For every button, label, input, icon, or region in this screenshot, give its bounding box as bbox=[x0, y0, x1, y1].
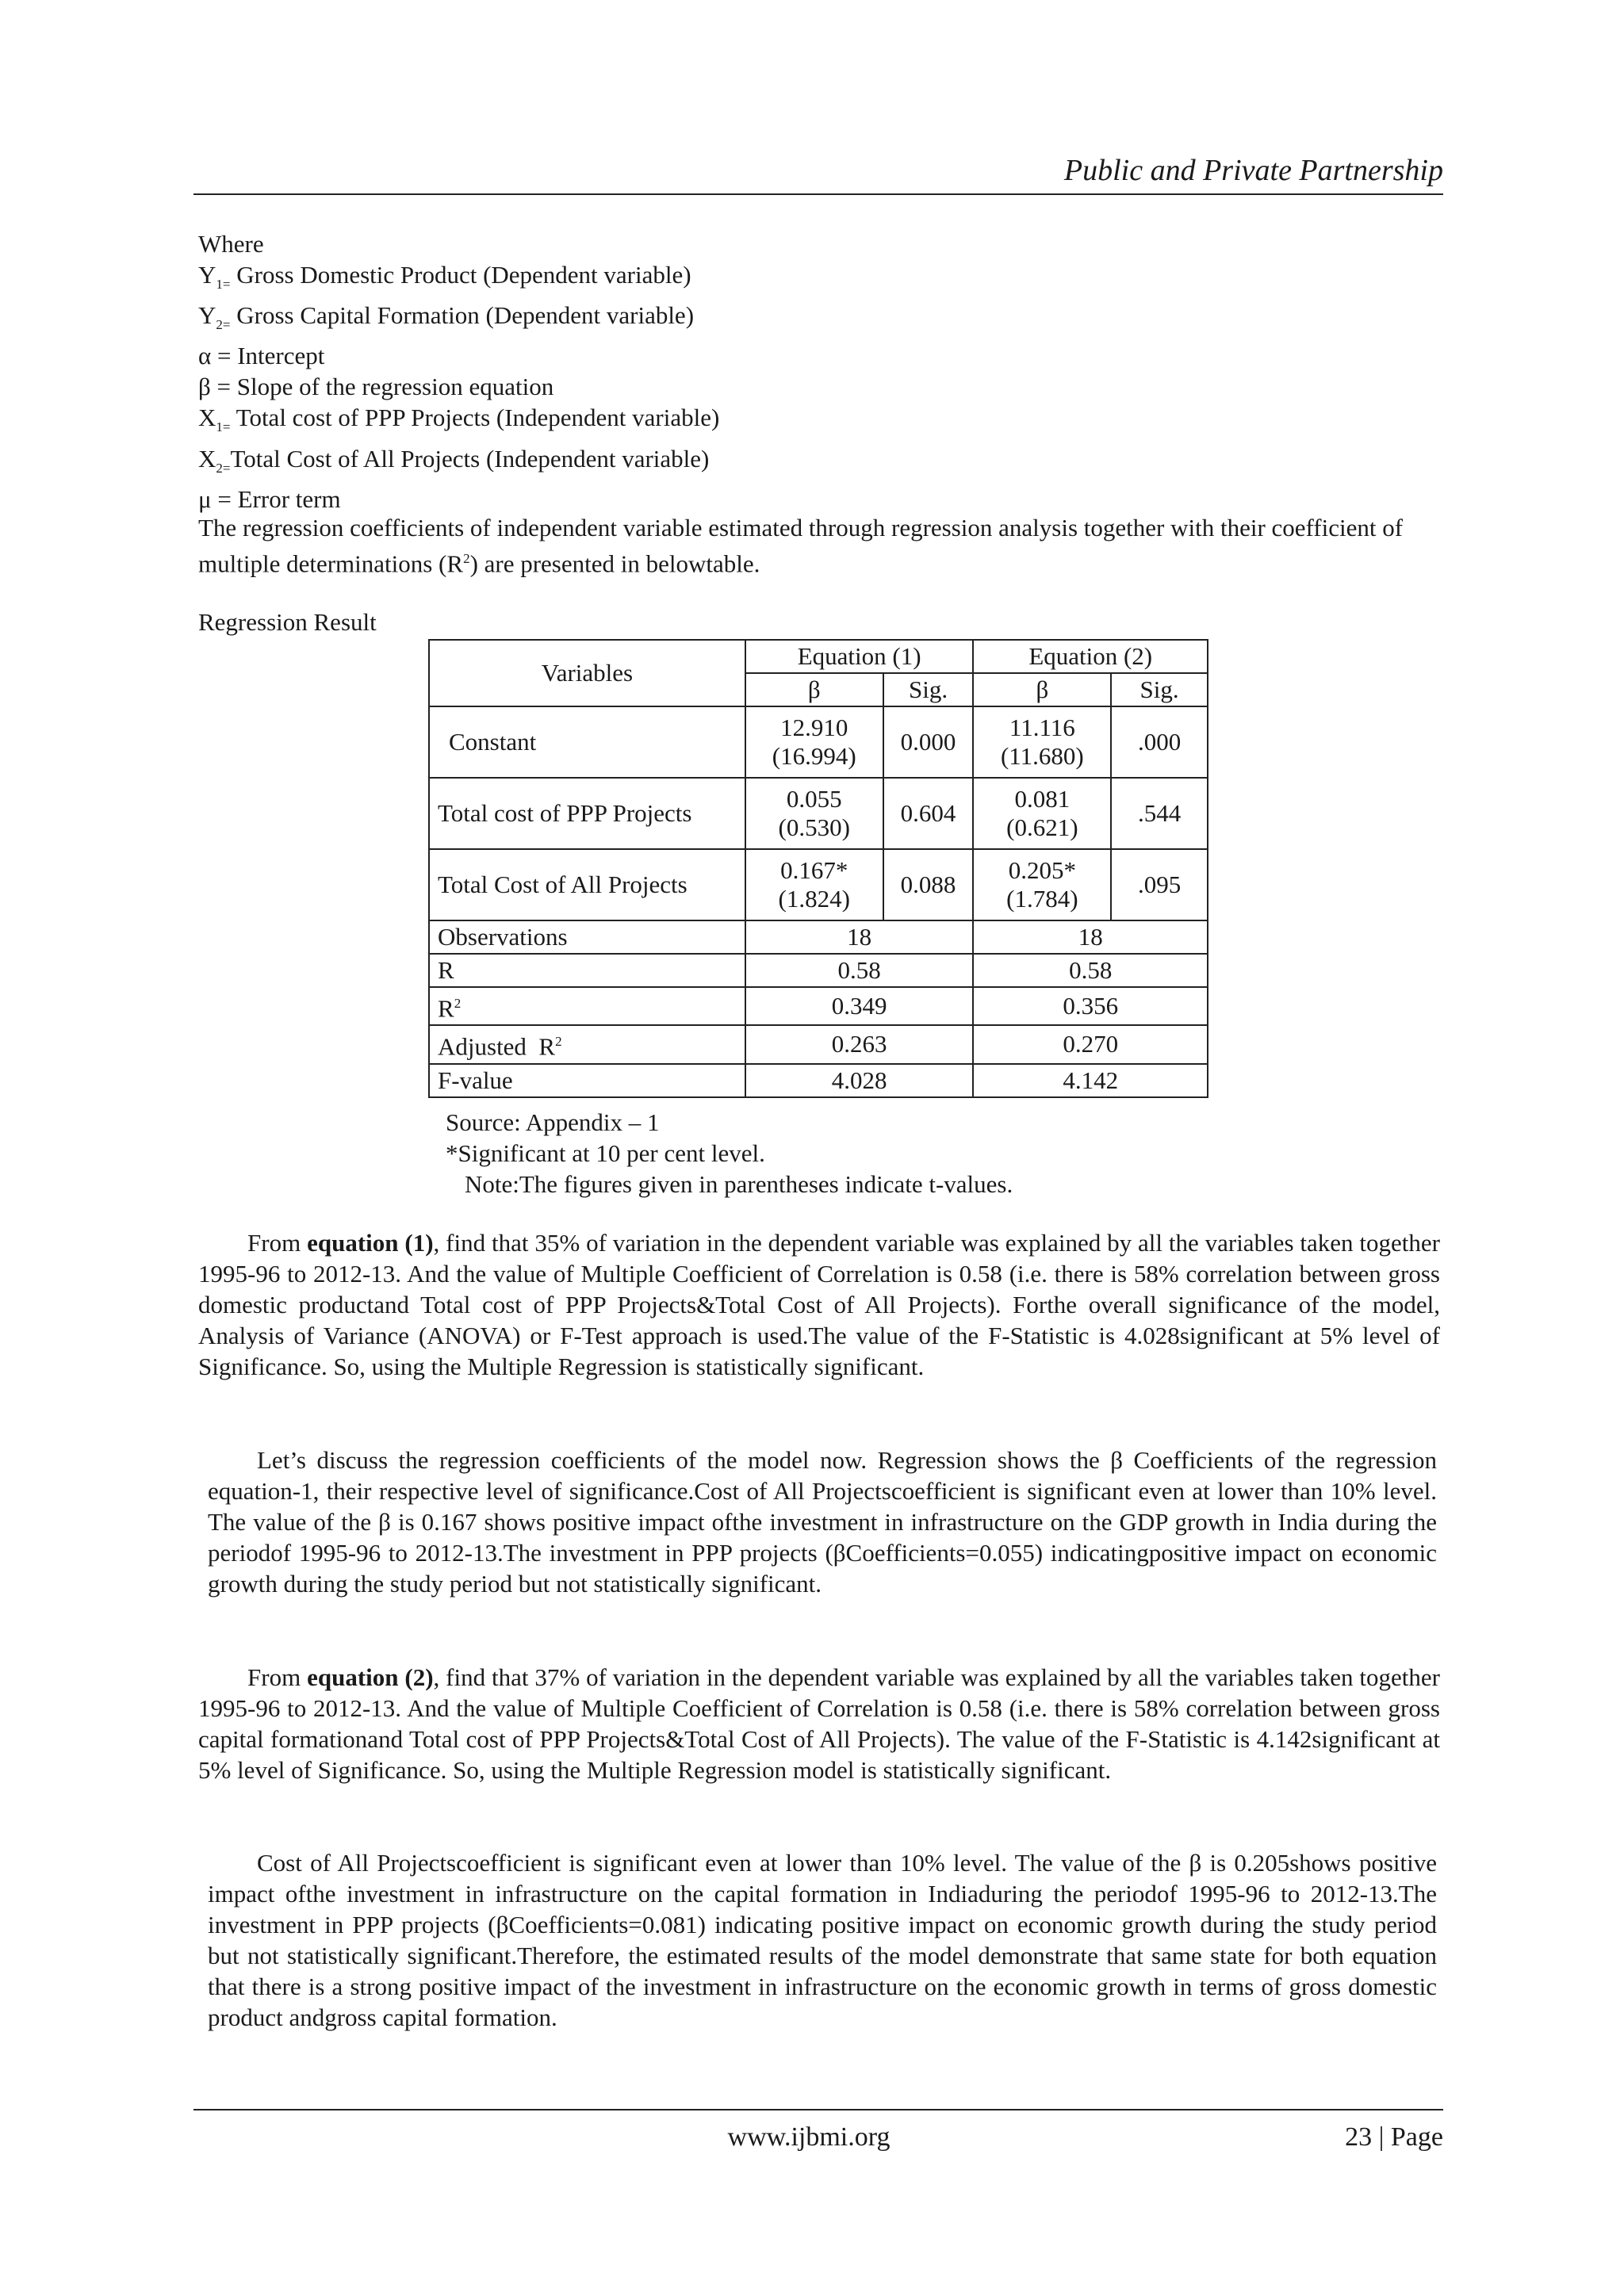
definition-mu: μ = Error term bbox=[198, 484, 341, 513]
cell-eq1-beta: 12.910 (16.994) bbox=[745, 706, 883, 778]
definition-x1: $X_{1=}$ Total cost of PPP Projects (Independent variable) bbox=[198, 404, 720, 435]
cell-eq2-beta: 11.116 (11.680) bbox=[973, 706, 1111, 778]
stat-label-r2: $R^2$ bbox=[429, 987, 745, 1025]
table-row bbox=[429, 920, 1208, 954]
cell-eq1-sig: 0.088 bbox=[883, 849, 974, 920]
stat-eq1-observations: 18 bbox=[745, 920, 974, 954]
paragraph-conclusion: Cost of All Projectscoefficient is significant even at lower than 10% level. The value of the β is 0.205shows positive impact ofthe investment in infrastructure on the capital formation in Indiaduring the periodof 1995-96 to 2012-13.The investment in PPP projects (βCoefficients=0.081) indicating positive impact on economic growth during the study period but not statistically significant.Therefore, the estimated results of the model demonstrate that same state for both equation that there is a strong positive impact of the investment in infrastructure on the economic growth in terms of gross domestic product andgross capital formation. bbox=[208, 1849, 1437, 2031]
table-notes bbox=[446, 1107, 1013, 1200]
header-sig-1: Sig. bbox=[883, 673, 974, 706]
stat-label-adjusted-r2: Adjusted $R^2$ bbox=[429, 1025, 745, 1063]
header-variables: Variables bbox=[429, 640, 745, 706]
source-note: Source: Appendix – 1 bbox=[446, 1108, 660, 1136]
header-rule bbox=[193, 193, 1443, 195]
stat-eq1-r: 0.58 bbox=[745, 954, 974, 987]
stat-eq2-adjusted-r2: 0.270 bbox=[973, 1025, 1208, 1063]
row-label-constant: Constant bbox=[429, 706, 745, 778]
table-header-row bbox=[429, 640, 1208, 673]
stat-label-observations: Observations bbox=[429, 920, 745, 954]
regression-table bbox=[428, 639, 1208, 1098]
definition-y2: $Y_{2=}$ Gross Capital Formation (Dependent variable) bbox=[198, 301, 695, 333]
row-label-ppp: Total cost of PPP Projects bbox=[429, 778, 745, 849]
stat-eq2-r: 0.58 bbox=[973, 954, 1208, 987]
stat-label-f-value: F-value bbox=[429, 1064, 745, 1097]
paragraph-equation-1: From equation (1), find that 35% of variation in the dependent variable was explained by all the variables taken together 1995-96 to 2012-13. And the value of Multiple Coefficient of Correlation is 0.58 (i.e. there is 58% correlation between gross domestic productand Total cost of PPP Projects&Total Cost of All Projects). Forthe overall significance of the model, Analysis of Variance (ANOVA) or F-Test approach is used.The value of the F-Statistic is 4.028significant at 5% level of Significance. So, using the Multiple Regression is statistically significant. bbox=[198, 1229, 1440, 1380]
cell-eq1-sig: 0.604 bbox=[883, 778, 974, 849]
stat-eq2-observations: 18 bbox=[973, 920, 1208, 954]
footer-rule bbox=[193, 2109, 1443, 2110]
stat-eq1-f-value: 4.028 bbox=[745, 1064, 974, 1097]
header-sig-2: Sig. bbox=[1111, 673, 1208, 706]
intro-paragraph: The regression coefficients of independent variable estimated through regression analysis together with their coefficient of multiple determinations $(R^2)$ are presented in belowtable. bbox=[198, 514, 1404, 578]
footer-page-number: 23 | Page bbox=[1345, 2122, 1443, 2152]
row-label-all-projects: Total Cost of All Projects bbox=[429, 849, 745, 920]
definition-alpha: α = Intercept bbox=[198, 342, 325, 370]
where-label: Where bbox=[198, 230, 264, 258]
header-equation-1: Equation (1) bbox=[745, 640, 974, 673]
table-row bbox=[429, 954, 1208, 987]
table-row bbox=[429, 1064, 1208, 1097]
cell-eq1-beta: 0.167* (1.824) bbox=[745, 849, 883, 920]
table-row bbox=[429, 849, 1208, 920]
stat-eq1-r2: 0.349 bbox=[745, 987, 974, 1025]
variable-definitions bbox=[198, 228, 719, 515]
cell-eq2-sig: .000 bbox=[1111, 706, 1208, 778]
table-row bbox=[429, 706, 1208, 778]
definition-y1: $Y_{1=}$ Gross Domestic Product (Dependent variable) bbox=[198, 261, 691, 293]
header-beta-1: β bbox=[745, 673, 883, 706]
paragraph-equation-2: From equation (2), find that 37% of variation in the dependent variable was explained by all the variables taken together 1995-96 to 2012-13. And the value of Multiple Coefficient of Correlation is 0.58 (i.e. there is 58% correlation between gross capital formationand Total cost of PPP Projects&Total Cost of All Projects). The value of the F-Statistic is 4.142significant at 5% level of Significance. So, using the Multiple Regression model is statistically significant. bbox=[198, 1663, 1440, 1784]
footer-website: www.ijbmi.org bbox=[727, 2122, 891, 2152]
stat-eq2-r2: 0.356 bbox=[973, 987, 1208, 1025]
cell-eq1-sig: 0.000 bbox=[883, 706, 974, 778]
header-equation-2: Equation (2) bbox=[973, 640, 1208, 673]
stat-eq1-adjusted-r2: 0.263 bbox=[745, 1025, 974, 1063]
table-caption: Regression Result bbox=[198, 608, 377, 636]
significance-note: *Significant at 10 per cent level. bbox=[446, 1139, 765, 1167]
table-row bbox=[429, 1025, 1208, 1063]
stat-eq2-f-value: 4.142 bbox=[973, 1064, 1208, 1097]
running-header: Public and Private Partnership bbox=[1063, 154, 1443, 187]
definition-x2: $X_{2=}Total$ Cost of All Projects (Independent variable) bbox=[198, 444, 710, 476]
definition-beta: β = Slope of the regression equation bbox=[198, 373, 554, 401]
stat-label-r: R bbox=[429, 954, 745, 987]
paragraph-regression-coefficients: Let’s discuss the regression coefficients of the model now. Regression shows the β Coefficients of the regression equation-1, their respective level of significance.Cost of All Projectscoefficient is significant even at lower than 10% level. The value of the β is 0.167 shows positive impact ofthe investment in infrastructure on the GDP growth in India during the periodof 1995-96 to 2012-13.The investment in PPP projects (βCoefficients=0.055) indicatingpositive impact on economic growth during the study period but not statistically significant. bbox=[208, 1446, 1437, 1598]
parentheses-note: Note:The figures given in parentheses indicate t-values. bbox=[465, 1170, 1013, 1198]
cell-eq2-sig: .544 bbox=[1111, 778, 1208, 849]
cell-eq2-sig: .095 bbox=[1111, 849, 1208, 920]
cell-eq1-beta: 0.055 (0.530) bbox=[745, 778, 883, 849]
table-row bbox=[429, 778, 1208, 849]
cell-eq2-beta: 0.081 (0.621) bbox=[973, 778, 1111, 849]
table-row bbox=[429, 987, 1208, 1025]
header-beta-2: β bbox=[973, 673, 1111, 706]
cell-eq2-beta: 0.205* (1.784) bbox=[973, 849, 1111, 920]
